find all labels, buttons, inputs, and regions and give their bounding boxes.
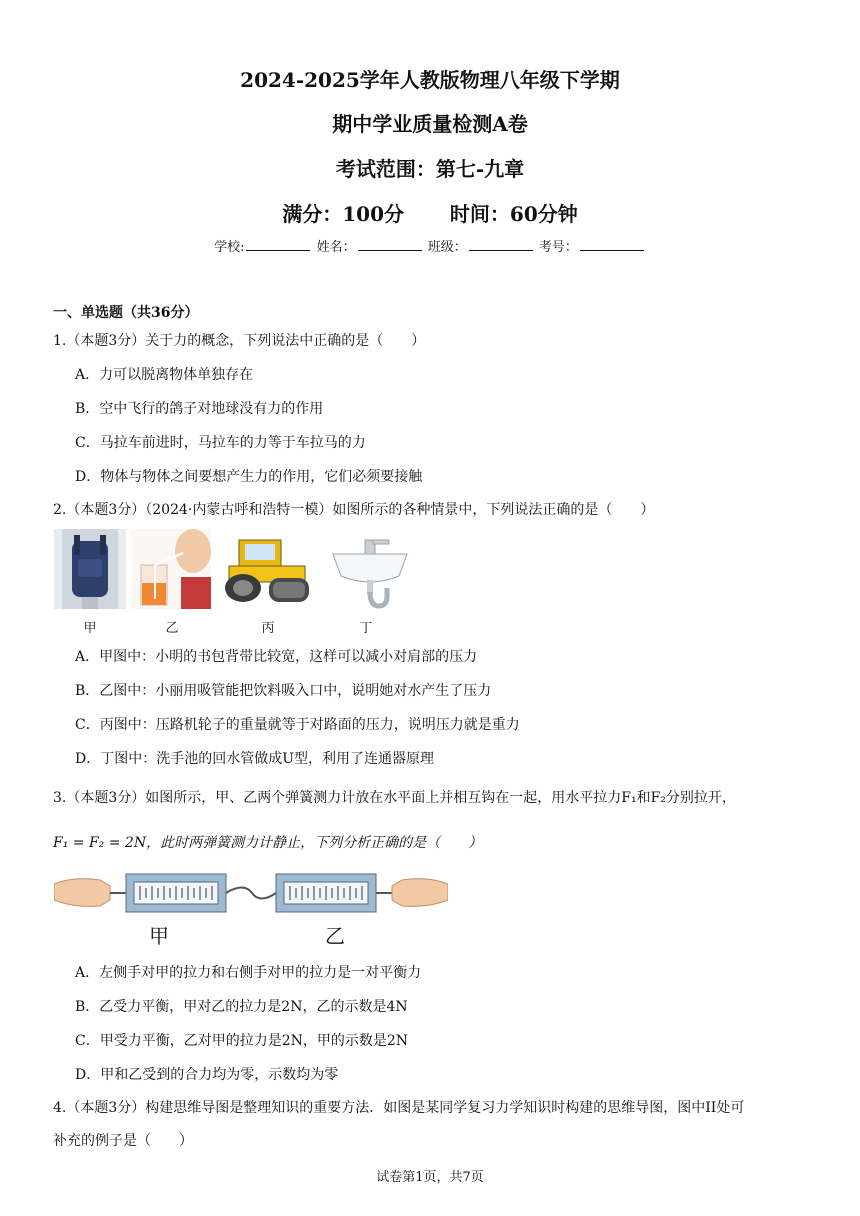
q2-option-a: A．甲图中：小明的书包背带比较宽，这样可以减小对肩部的压力: [75, 649, 478, 665]
class-label: 班级：: [427, 240, 467, 255]
school-label: 学校:: [214, 240, 245, 255]
exam-number-label: 考号：: [538, 240, 578, 255]
name-label: 姓名：: [316, 240, 356, 255]
straw-drink-image: [131, 529, 211, 609]
backpack-image: [54, 529, 126, 609]
sink-image: [329, 534, 411, 610]
exam-time: 时间：60分钟: [449, 202, 578, 226]
q1-option-a: A．力可以脱离物体单独存在: [75, 367, 254, 383]
q3-option-b: B．乙受力平衡，甲对乙的拉力是2N，乙的示数是4N: [75, 999, 408, 1015]
school-blank[interactable]: [246, 238, 310, 251]
question-3-stem-line1: 3.（本题3分）如图所示，甲、乙两个弹簧测力计放在水平面上并相互钩在一起，用水平拉力F₁和F₂分别拉开，: [53, 790, 736, 806]
score-time-line: [0, 198, 860, 227]
student-info-line: [0, 236, 860, 255]
q2-caption-ding: 丁: [359, 621, 373, 636]
road-roller-image: [221, 534, 313, 606]
q3-caption-yi: 乙: [325, 924, 345, 948]
full-score: 满分：100分: [282, 202, 404, 226]
q2-option-d: D．丁图中：洗手池的回水管做成U型，利用了连通器原理: [75, 751, 435, 767]
q1-option-d: D．物体与物体之间要想产生力的作用，它们必须要接触: [75, 469, 423, 485]
exam-scope: 考试范围：第七-九章: [335, 157, 525, 181]
name-blank[interactable]: [358, 238, 422, 251]
exam-subtitle: 期中学业质量检测A卷: [332, 112, 528, 136]
question-3-stem-line2: F₁ = F₂ = 2N，此时两弹簧测力计静止，下列分析正确的是（ ）: [53, 835, 483, 851]
class-blank[interactable]: [469, 238, 533, 251]
q2-caption-jia: 甲: [83, 621, 97, 636]
spring-scales-image: [54, 868, 448, 918]
q2-caption-yi: 乙: [165, 621, 179, 636]
q2-option-c: C．丙图中：压路机轮子的重量就等于对路面的压力，说明压力就是重力: [75, 717, 520, 733]
q3-option-d: D．甲和乙受到的合力均为零，示数均为零: [75, 1067, 339, 1083]
exam-number-blank[interactable]: [580, 238, 644, 251]
q1-option-c: C．马拉车前进时，马拉车的力等于车拉马的力: [75, 435, 366, 451]
question-4-stem-line1: 4.（本题3分）构建思维导图是整理知识的重要方法．如图是某同学复习力学知识时构建的思维导图，图中II处可: [53, 1100, 745, 1116]
q2-option-b: B．乙图中：小丽用吸管能把饮料吸入口中，说明她对水产生了压力: [75, 683, 492, 699]
q3-caption-jia: 甲: [149, 924, 169, 948]
q3-option-a: A．左侧手对甲的拉力和右侧手对甲的拉力是一对平衡力: [75, 965, 422, 981]
q2-caption-bing: 丙: [261, 621, 275, 636]
question-2-stem: 2.（本题3分）（2024·内蒙古呼和浩特一模）如图所示的各种情景中，下列说法正确的是（ ）: [53, 502, 655, 518]
section-title: 一、单选题（共36分）: [53, 305, 199, 321]
question-1-stem: 1.（本题3分）关于力的概念，下列说法中正确的是（ ）: [53, 333, 426, 349]
q1-option-b: B．空中飞行的鸽子对地球没有力的作用: [75, 401, 324, 417]
page-footer: 试卷第1页，共7页: [376, 1170, 484, 1185]
exam-title: 2024-2025学年人教版物理八年级下学期: [240, 68, 620, 92]
q3-option-c: C．甲受力平衡，乙对甲的拉力是2N，甲的示数是2N: [75, 1033, 409, 1049]
question-4-stem-line2: 补充的例子是（ ）: [53, 1133, 193, 1149]
